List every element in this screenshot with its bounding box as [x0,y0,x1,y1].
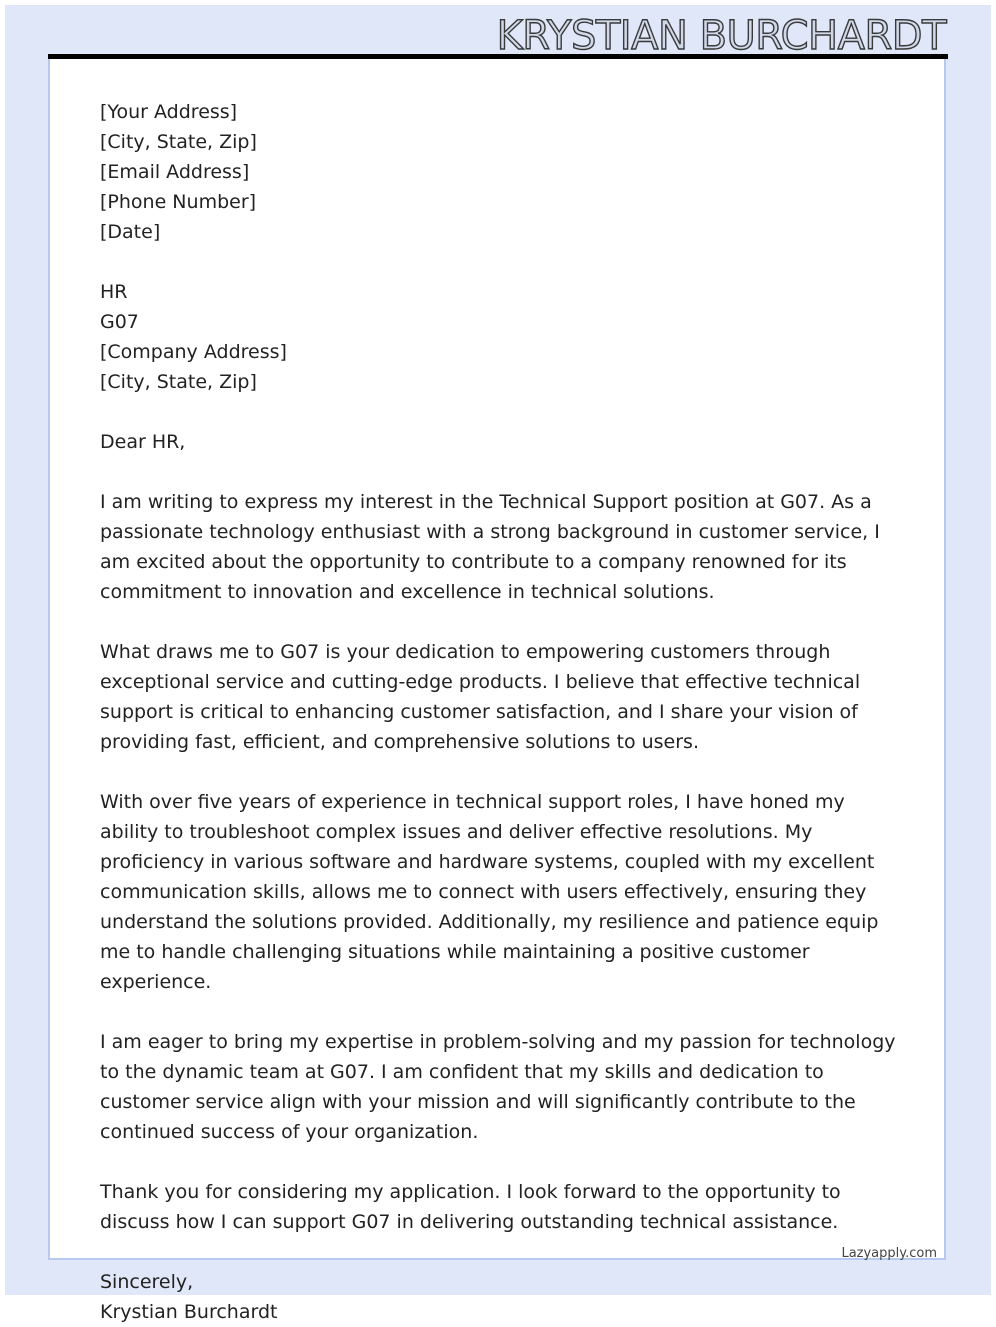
body-paragraph: With over five years of experience in technical support roles, I have honed my ability to troubleshoot complex issues and deliver effective resolutions. My proficiency in various software and hardware systems, coupled with my excellent communication skills, allows me to connect with users effectively, ensuring they understand the solutions provided. Additionally, my resilience and patience equip me to handle challenging situations while maintaining a positive customer experience. [100,791,879,993]
salutation: Dear HR, [100,431,186,453]
body-paragraph: I am writing to express my interest in the Technical Support position at G07. As a passionate technology enthusiast with a strong background in customer service, I am excited about the opportunity to contribute to a company renowned for its commitment to innovation and excellence in technical solutions. [100,491,880,603]
closing: Sincerely, [100,1271,194,1293]
letter-body [100,97,900,1327]
header-name: KRYSTIAN BURCHARDT [496,13,946,59]
signature: Krystian Burchardt [100,1301,278,1323]
recipient-address: [Company Address] [100,341,287,363]
body-paragraph: I am eager to bring my expertise in problem-solving and my passion for technology to the dynamic team at G07. I am confident that my skills and dedication to customer service align with your mission and will significantly contribute to the continued success of your organization. [100,1031,896,1143]
recipient-city-state-zip: [City, State, Zip] [100,371,257,393]
sender-address: [Your Address] [100,101,238,123]
body-paragraph: Thank you for considering my application. I look forward to the opportunity to discuss how I can support G07 in delivering outstanding technical assistance. [100,1181,841,1233]
watermark-link[interactable]: Lazyapply.com [841,1246,937,1261]
recipient-company: G07 [100,311,139,333]
sender-city-state-zip: [City, State, Zip] [100,131,257,153]
recipient-name: HR [100,281,128,303]
body-paragraph: What draws me to G07 is your dedication to empowering customers through exceptional service and cutting-edge products. I believe that effective technical support is critical to enhancing customer satisfaction, and I share your vision of providing fast, efficient, and comprehensive solutions to users. [100,641,861,753]
sender-phone: [Phone Number] [100,191,257,213]
sender-email: [Email Address] [100,161,250,183]
letter-date: [Date] [100,221,161,243]
